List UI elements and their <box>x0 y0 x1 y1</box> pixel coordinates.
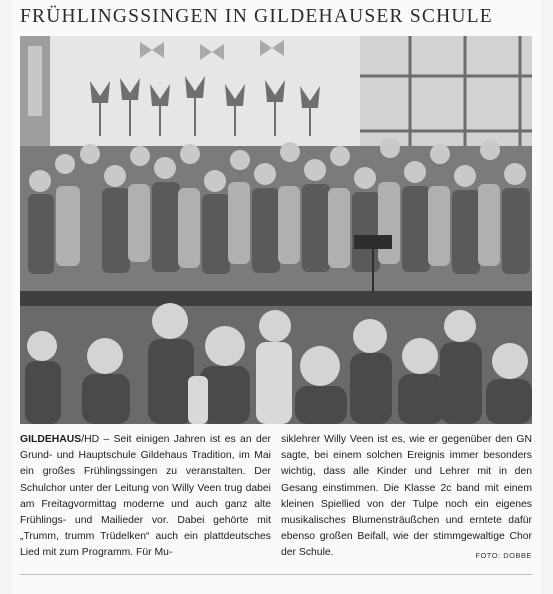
photo-credit: FOTO: DOBBE <box>475 550 532 560</box>
article-body <box>20 432 532 564</box>
article-column-2 <box>281 432 532 564</box>
article-column-1 <box>20 432 271 564</box>
column-2-text: siklehrer Willy Veen ist es, wie er gegenüber den GN sagte, bei einem solchen Ereignis immer besonders wichtig, dass alle Kinder und Lehrer mit in den Gesang einstimmen. Die Klasse 2c band mit einem kleinen Spiellied von der Tulpe noch ein eigenes musikalisches Blumensträußchen und erntete dafür ebenso großen Beifall, wie der stimmgewaltige Chor der Schule. <box>281 434 532 559</box>
bottom-rule <box>20 574 532 575</box>
newspaper-clipping <box>12 0 541 594</box>
headline: FRÜHLINGSSINGEN IN GILDEHAUSER SCHULE <box>20 6 493 27</box>
dateline: GILDEHAUS <box>20 434 82 445</box>
choir-photo <box>20 36 532 424</box>
column-1-text: /HD – Seit einigen Jahren ist es an der Grund- und Hauptschule Gildehaus Tradition, im Mai ein großes Frühlingssingen zu veranstalten. Der Schulchor unter der Leitung von Willy Veen trug dabei am Freitagvormittag moderne und auch ganz alte Frühlings- und Mailieder vor. Dabei gehörte mit „Trumm, trumm Trüdelken“ auch ein plattdeutsches Lied mit zum Programm. Für Mu- <box>20 434 271 559</box>
